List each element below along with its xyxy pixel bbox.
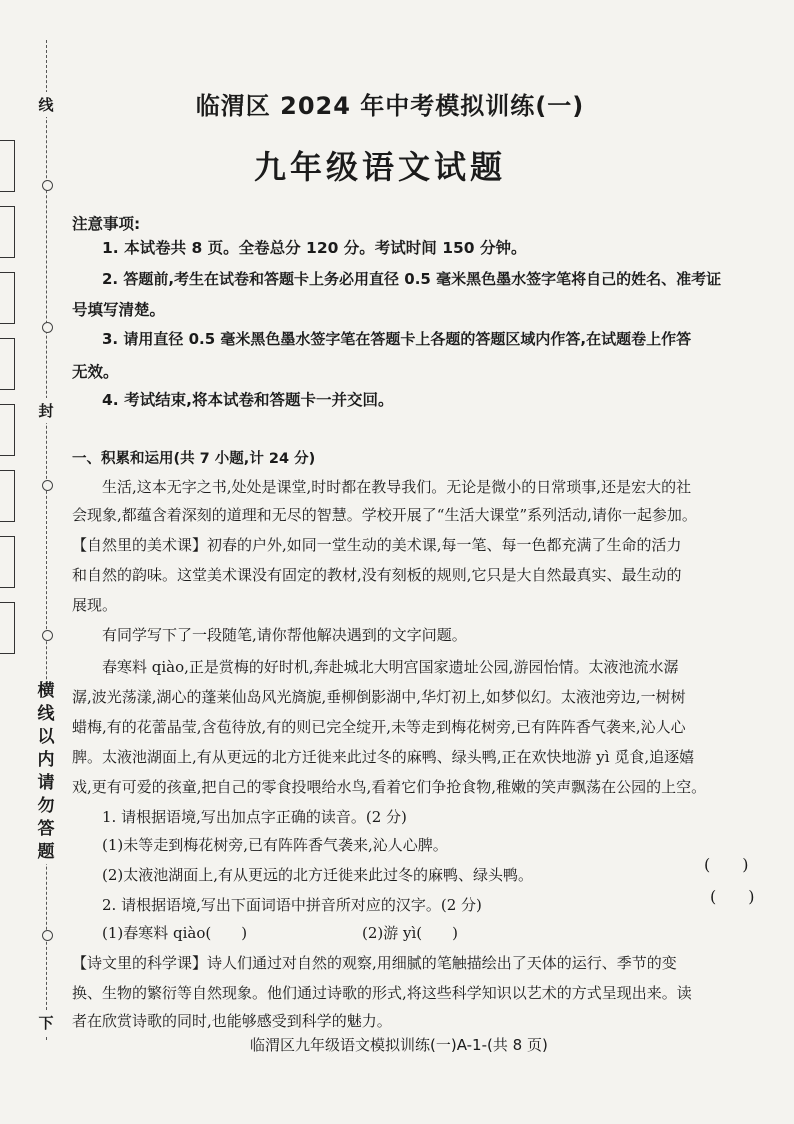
candidate-info-boxes — [0, 140, 18, 668]
binding-dot — [42, 480, 53, 491]
binding-dot — [42, 930, 53, 941]
note-item: 号填写清楚。 — [72, 301, 166, 319]
question-1: 1. 请根据语境,写出加点字正确的读音。(2 分) — [102, 808, 407, 826]
notes-heading: 注意事项: — [72, 215, 141, 233]
note-item: 3. 请用直径 0.5 毫米黑色墨水签字笔在答题卡上各题的答题区域内作答,在试题卷上作答 — [102, 330, 692, 348]
essay-line: 潺,波光荡漾,湖心的蓬莱仙岛风光旖旎,垂柳倒影湖中,华灯初上,如梦似幻。太液池旁边,一树树 — [72, 688, 686, 706]
info-box — [0, 206, 15, 258]
warning-char: 线 — [37, 704, 55, 724]
question-2: 2. 请根据语境,写出下面词语中拼音所对应的汉字。(2 分) — [102, 896, 482, 914]
science-paragraph-line: 者在欣赏诗歌的同时,也能够感受到科学的魅力。 — [72, 1012, 392, 1030]
binding-char-seal: 封 — [36, 398, 56, 423]
info-box — [0, 470, 15, 522]
essay-line: 脾。太液池湖面上,有从更远的北方迁徙来此过冬的麻鸭、绿头鸭,正在欢快地游 yì 觅食,追逐嬉 — [72, 748, 695, 766]
art-paragraph-line: 展现。 — [72, 596, 118, 614]
question-1-item-2: (2)太液池湖面上,有从更远的北方迁徙来此过冬的麻鸭、绿头鸭。 — [102, 866, 534, 884]
note-item: 1. 本试卷共 8 页。全卷总分 120 分。考试时间 150 分钟。 — [102, 239, 527, 257]
question-2-item-1[interactable]: (1)春寒料 qiào( ) — [102, 924, 248, 942]
note-item: 2. 答题前,考生在试卷和答题卡上务必用直径 0.5 毫米黑色墨水签字笔将自己的姓名、准考证 — [102, 270, 722, 288]
warning-char: 内 — [37, 750, 55, 770]
binding-dot — [42, 180, 53, 191]
exam-title: 临渭区 2024 年中考模拟训练(一) — [195, 92, 585, 120]
note-item: 4. 考试结束,将本试卷和答题卡一并交回。 — [102, 391, 394, 409]
info-box — [0, 536, 15, 588]
warning-char: 答 — [37, 819, 55, 839]
essay-prompt: 有同学写下了一段随笔,请你帮他解决遇到的文字问题。 — [102, 626, 467, 644]
section-heading: 一、积累和运用(共 7 小题,计 24 分) — [72, 451, 316, 467]
info-box — [0, 338, 15, 390]
exam-subtitle: 九年级语文试题 — [253, 148, 506, 186]
binding-char-bottom: 下 — [36, 1010, 56, 1035]
art-paragraph-line: 【自然里的美术课】初春的户外,如同一堂生动的美术课,每一笔、每一色都充满了生命的活力 — [72, 536, 682, 554]
warning-char: 勿 — [37, 796, 55, 816]
answer-blank[interactable]: ( ) — [704, 855, 749, 874]
question-2-item-2[interactable]: (2)游 yì( ) — [362, 924, 458, 942]
binding-dot — [42, 322, 53, 333]
page-footer: 临渭区九年级语文模拟训练(一)A-1-(共 8 页) — [250, 1036, 548, 1054]
warning-char: 横 — [37, 681, 55, 701]
warning-char: 以 — [37, 727, 55, 747]
binding-char-line: 线 — [36, 92, 56, 117]
answer-blank[interactable]: ( ) — [710, 887, 755, 906]
binding-warning — [34, 680, 58, 864]
warning-char: 题 — [37, 842, 55, 862]
info-box — [0, 272, 15, 324]
intro-line: 生活,这本无字之书,处处是课堂,时时都在教导我们。无论是微小的日常琐事,还是宏大的社 — [102, 478, 692, 496]
essay-line: 春寒料 qiào,正是赏梅的好时机,奔赴城北大明宫国家遗址公园,游园怡情。太液池流水潺 — [102, 658, 679, 676]
intro-line: 会现象,都蕴含着深刻的道理和无尽的智慧。学校开展了“生活大课堂”系列活动,请你一起参加。 — [72, 506, 697, 524]
info-box — [0, 140, 15, 192]
question-1-item-1: (1)未等走到梅花树旁,已有阵阵香气袭来,沁人心脾。 — [102, 836, 448, 854]
note-item: 无效。 — [72, 363, 119, 381]
info-box — [0, 404, 15, 456]
binding-dot — [42, 630, 53, 641]
essay-line: 戏,更有可爱的孩童,把自己的零食投喂给水鸟,看着它们争抢食物,稚嫩的笑声飘荡在公园的上空。 — [72, 778, 707, 796]
science-paragraph-line: 换、生物的繁衍等自然现象。他们通过诗歌的形式,将这些科学知识以艺术的方式呈现出来。读 — [72, 984, 692, 1002]
binding-margin — [0, 0, 62, 1124]
info-box — [0, 602, 15, 654]
essay-line: 蜡梅,有的花蕾晶莹,含苞待放,有的则已完全绽开,未等走到梅花树旁,已有阵阵香气袭来,沁人心 — [72, 718, 686, 736]
science-paragraph-line: 【诗文里的科学课】诗人们通过对自然的观察,用细腻的笔触描绘出了天体的运行、季节的变 — [72, 954, 677, 972]
art-paragraph-line: 和自然的韵味。这堂美术课没有固定的教材,没有刻板的规则,它只是大自然最真实、最生动的 — [72, 566, 682, 584]
warning-char: 请 — [37, 773, 55, 793]
